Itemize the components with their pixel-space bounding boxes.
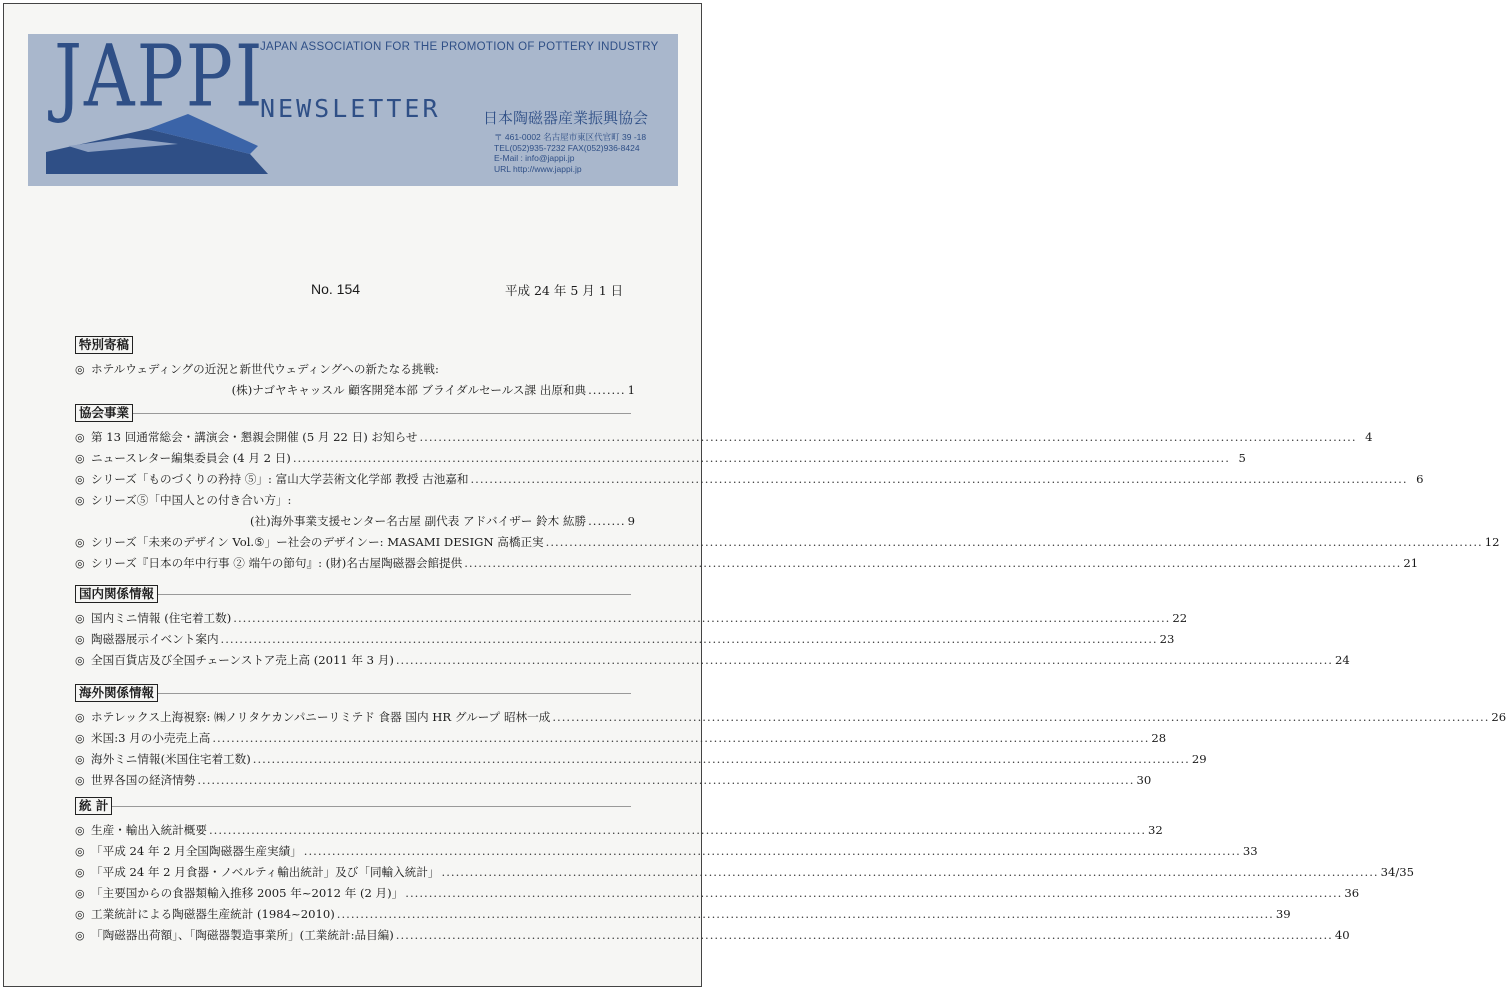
section-heading: 海外関係情報 xyxy=(75,684,158,702)
leader-dots: ........................................................................................................................................................................................................ xyxy=(233,611,1171,625)
entry-title: 「陶磁器出荷額」、「陶磁器製造事業所」(工業統計:品目編) xyxy=(91,928,394,942)
page-number: 29 xyxy=(1191,752,1207,766)
leader-dots: ........ xyxy=(588,383,626,397)
bullet-icon: ◎ xyxy=(75,928,85,942)
toc-entry[interactable] xyxy=(75,360,635,378)
section-heading: 特別寄稿 xyxy=(75,336,133,354)
header-banner xyxy=(28,26,678,186)
leader-dots: ........................................................................................................................................................................................................ xyxy=(303,844,1241,858)
bullet-icon: ◎ xyxy=(75,611,85,625)
contact-address xyxy=(494,132,646,174)
page-number: 36 xyxy=(1344,886,1360,900)
section-heading: 統 計 xyxy=(75,797,112,815)
email-line: E-Mail : info@jappi.jp xyxy=(494,153,575,163)
toc-entry[interactable] xyxy=(75,771,1152,789)
entry-title: シリーズ「ものづくりの矜持 ⑤」: 富山大学芸術文化学部 教授 古池嘉和 xyxy=(91,472,469,486)
newsletter-title: NEWSLETTER xyxy=(260,94,441,123)
bullet-icon: ◎ xyxy=(75,451,85,465)
entry-title: 「主要国からの食器類輸入推移 2005 年~2012 年 (2 月)」 xyxy=(91,886,404,900)
bullet-icon: ◎ xyxy=(75,710,85,724)
entry-title: 「平成 24 年 2 月全国陶磁器生産実績」 xyxy=(91,844,302,858)
toc-entry-continued[interactable] xyxy=(75,381,635,399)
entry-title: 世界各国の経済情勢 xyxy=(91,773,196,787)
entry-title: 全国百貨店及び全国チェーンストア売上高 (2011 年 3 月) xyxy=(91,653,394,667)
leader-dots: ........................................................................................................................................................................................................ xyxy=(212,731,1150,745)
entry-title: シリーズ「未来のデザイン Vol.⑤」ー社会のデザインー: MASAMI DESIGN 高橋正実 xyxy=(91,535,544,549)
entry-title: 海外ミニ情報(米国住宅着工数) xyxy=(91,752,251,766)
bullet-icon: ◎ xyxy=(75,556,85,570)
leader-dots: ........................................................................................................................................................................................................ xyxy=(545,535,1483,549)
page-number: 4 xyxy=(1365,430,1373,444)
entry-title: 陶磁器展示イベント案内 xyxy=(91,632,219,646)
leader-dots: ........................................................................................................................................................................................................ xyxy=(464,556,1402,570)
bullet-icon: ◎ xyxy=(75,535,85,549)
page-number: 34/35 xyxy=(1380,865,1415,879)
page-number: 24 xyxy=(1334,653,1350,667)
toc-entry[interactable] xyxy=(75,554,1419,572)
entry-title: シリーズ『日本の年中行事 ② 端午の節句』: (財)名古屋陶磁器会館提供 xyxy=(91,556,463,570)
bullet-icon: ◎ xyxy=(75,907,85,921)
bullet-icon: ◎ xyxy=(75,886,85,900)
toc-entry[interactable] xyxy=(75,863,1415,881)
leader-dots: ........................................................................................................................................................................................................ xyxy=(220,632,1158,646)
toc-entry[interactable] xyxy=(75,428,1373,446)
page-number: 22 xyxy=(1172,611,1188,625)
leader-dots: ........................................................................................................................................................................................................ xyxy=(197,773,1135,787)
page-number: 39 xyxy=(1275,907,1291,921)
leader-dots: ........ xyxy=(588,514,626,528)
page-number: 28 xyxy=(1151,731,1167,745)
entry-title: 工業統計による陶磁器生産統計 (1984~2010) xyxy=(91,907,335,921)
page-number: 6 xyxy=(1416,472,1424,486)
page-number: 12 xyxy=(1484,535,1500,549)
entry-title: (株)ナゴヤキャッスル 顧客開発本部 ブライダルセールス課 出原和典 xyxy=(231,383,587,397)
section-rule xyxy=(75,693,631,694)
page-number: 32 xyxy=(1148,823,1163,837)
entry-title: 「平成 24 年 2 月食器・ノベルティ輸出統計」及び「同輸入統計」 xyxy=(91,865,440,879)
leader-dots: ........................................................................................................................................................................................................ xyxy=(336,907,1274,921)
association-name-jp: 日本陶磁器産業振興協会 xyxy=(483,109,649,127)
bullet-icon: ◎ xyxy=(75,865,85,879)
entry-title: 生産・輸出入統計概要 xyxy=(91,823,207,837)
url-line: URL http://www.jappi.jp xyxy=(494,163,582,174)
bullet-icon: ◎ xyxy=(75,632,85,646)
leader-dots: ........................................................................................................................................................................................................ xyxy=(208,823,1147,837)
association-name-en: JAPAN ASSOCIATION FOR THE PROMOTION OF POTTERY INDUSTRY xyxy=(260,41,659,53)
toc-entry-continued[interactable] xyxy=(75,512,635,530)
leader-dots: ........................................................................................................................................................................................................ xyxy=(252,752,1190,766)
leader-dots: ........................................................................................................................................................................................................ xyxy=(395,653,1333,667)
toc-entry[interactable] xyxy=(75,842,1258,860)
leader-dots: ........................................................................................................................................................................................................ xyxy=(405,886,1343,900)
toc-entry[interactable] xyxy=(75,449,1246,467)
leader-dots: ........................................................................................................................................................................................................ xyxy=(419,430,1357,444)
leader-dots: ........................................................................................................................................................................................................ xyxy=(552,710,1490,724)
page-number: 21 xyxy=(1403,556,1419,570)
section-rule xyxy=(75,594,631,595)
entry-title: ニュースレター編集委員会 (4 月 2 日) xyxy=(91,451,291,465)
page-number: 5 xyxy=(1238,451,1246,465)
bullet-icon: ◎ xyxy=(75,844,85,858)
entry-title: ホテレックス上海視察: ㈱ノリタケカンパニーリミテド 食器 国内 HR グループ 昭林一成 xyxy=(91,710,551,724)
toc-entry[interactable] xyxy=(75,729,1167,747)
bullet-icon: ◎ xyxy=(75,752,85,766)
leader-dots: ........................................................................................................................................................................................................ xyxy=(441,865,1379,879)
page-number: 23 xyxy=(1159,632,1175,646)
toc-entry[interactable] xyxy=(75,884,1360,902)
bullet-icon: ◎ xyxy=(75,823,85,837)
toc-entry[interactable] xyxy=(75,651,1350,669)
toc-entry[interactable] xyxy=(75,926,1350,944)
section-rule xyxy=(75,806,631,807)
entry-title: (社)海外事業支援センター名古屋 副代表 アドバイザー 鈴木 紘勝 xyxy=(250,514,587,528)
leader-dots: ........................................................................................................................................................................................................ xyxy=(470,472,1408,486)
toc-entry[interactable] xyxy=(75,708,1506,726)
section-heading: 協会事業 xyxy=(75,404,133,422)
toc-entry[interactable] xyxy=(75,750,1207,768)
toc-entry[interactable] xyxy=(75,609,1188,627)
page-number: 1 xyxy=(627,383,635,397)
bullet-icon: ◎ xyxy=(75,731,85,745)
page-number: 40 xyxy=(1334,928,1350,942)
section-rule xyxy=(75,413,631,414)
page-number: 33 xyxy=(1242,844,1258,858)
page-number: 26 xyxy=(1491,710,1506,724)
bullet-icon: ◎ xyxy=(75,653,85,667)
page-number: 30 xyxy=(1136,773,1152,787)
issue-date: 平成 24 年 5 月 1 日 xyxy=(505,283,624,298)
bullet-icon: ◎ xyxy=(75,430,85,444)
issue-number: No. 154 xyxy=(311,281,361,297)
entry-title: 米国:3 月の小売売上高 xyxy=(91,731,211,745)
entry-title: ホテルウェディングの近況と新世代ウェディングへの新たなる挑戦: xyxy=(91,362,439,376)
leader-dots: ........................................................................................................................................................................................................ xyxy=(395,928,1333,942)
jappi-logo: JAPPI xyxy=(54,26,265,127)
leader-dots: ........................................................................................................................................................................................................ xyxy=(292,451,1230,465)
entry-title: 第 13 回通常総会・講演会・懇親会開催 (5 月 22 日) お知らせ xyxy=(91,430,418,444)
toc-entry[interactable] xyxy=(75,905,1291,923)
page-number: 9 xyxy=(627,514,635,528)
toc-entry[interactable] xyxy=(75,821,1163,839)
toc-entry[interactable] xyxy=(75,491,635,509)
toc-entry[interactable] xyxy=(75,470,1424,488)
bullet-icon: ◎ xyxy=(75,773,85,787)
entry-title: シリーズ⑤「中国人との付き合い方」: xyxy=(91,493,292,507)
bullet-icon: ◎ xyxy=(75,472,85,486)
entry-title: 国内ミニ情報 (住宅着工数) xyxy=(91,611,232,625)
toc-entry[interactable] xyxy=(75,630,1175,648)
address-line: 〒 461-0002 名古屋市東区代官町 39 -18 xyxy=(494,132,647,142)
bullet-icon: ◎ xyxy=(75,362,85,376)
section-heading: 国内関係情報 xyxy=(75,585,158,603)
toc-entry[interactable] xyxy=(75,533,1500,551)
phone-line: TEL(052)935-7232 FAX(052)936-8424 xyxy=(494,142,640,153)
bullet-icon: ◎ xyxy=(75,493,85,507)
